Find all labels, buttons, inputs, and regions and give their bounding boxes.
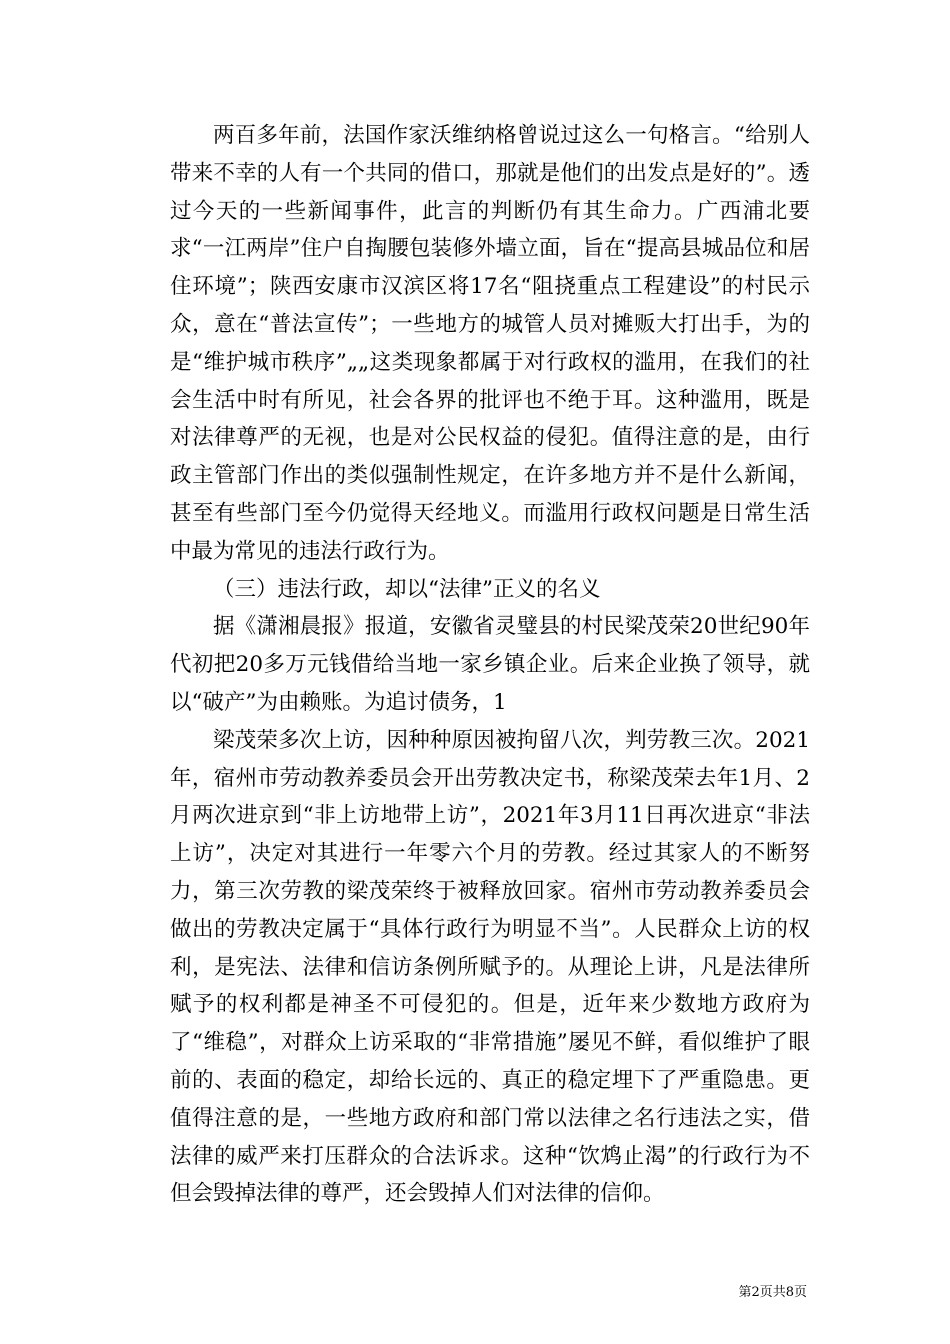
page-number-footer: 第2页共8页 [738,1285,807,1300]
paragraph-analysis: 梁茂荣多次上访，因种种原因被拘留八次，判劳教三次。2021年，宿州市劳动教养委员会开出劳教决定书，称梁茂荣去年1月、2月两次进京到“非上访地带上访”，2021年3月11日再次进京“非法上访”，决定对其进行一年零六个月的劳教。经过其家人的不断努力，第三次劳教的梁茂荣终于被释放回家。宿州市劳动教养委员会做出的劳教决定属于“具体行政行为明显不当”。人民群众上访的权利，是宪法、法律和信访条例所赋予的。从理论上讲，凡是法律所赋予的权利都是神圣不可侵犯的。但是，近年来少数地方政府为了“维稳”，对群众上访采取的“非常措施”屡见不鲜，看似维护了眼前的、表面的稳定，却给长远的、真正的稳定埋下了严重隐患。更值得注意的是，一些地方政府和部门常以法律之名行违法之实，借法律的威严来打压群众的合法诉求。这种“饮鸩止渴”的行政行为不但会毁掉法律的尊严，还会毁掉人们对法律的信仰。 [170,727,810,1207]
section-heading: （三）违法行政，却以“法律”正义的名义 [213,576,601,602]
document-body [170,117,810,1213]
paragraph-intro: 两百多年前，法国作家沃维纳格曾说过这么一句格言。“给别人带来不幸的人有一个共同的借口，那就是他们的出发点是好的”。透过今天的一些新闻事件，此言的判断仍有其生命力。广西浦北要求“一江两岸”住户自掏腰包装修外墙立面，旨在“提高县城品位和居住环境”；陕西安康市汉滨区将17名“阻挠重点工程建设”的村民示众，意在“普法宣传”；一些地方的城管人员对摊贩大打出手，为的是“维护城市秩序”„„这类现象都属于对行政权的滥用，在我们的社会生活中时有所见，社会各界的批评也不绝于耳。这种滥用，既是对法律尊严的无视，也是对公民权益的侵犯。值得注意的是，由行政主管部门作出的类似强制性规定，在许多地方并不是什么新闻，甚至有些部门至今仍觉得天经地义。而滥用行政权问题是日常生活中最为常见的违法行政行为。 [170,123,810,564]
paragraph-report: 据《潇湘晨报》报道，安徽省灵璧县的村民梁茂荣20世纪90年代初把20多万元钱借给当地一家乡镇企业。后来企业换了领导，就以“破产”为由赖账。为追讨债务，1 [170,614,810,715]
